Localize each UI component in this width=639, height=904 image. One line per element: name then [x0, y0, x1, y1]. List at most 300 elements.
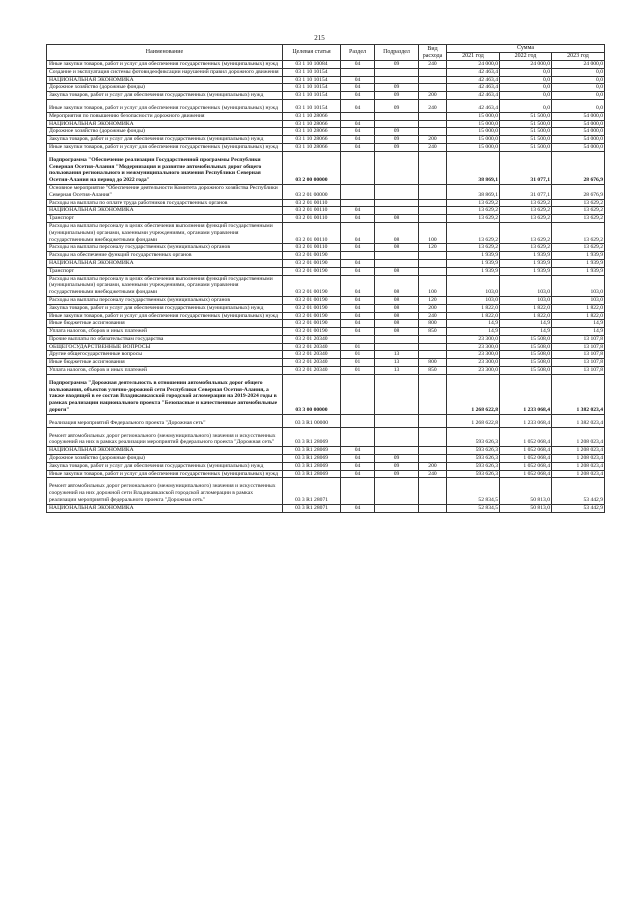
row-section: 04 — [341, 92, 375, 100]
header-2023: 2023 год — [552, 53, 605, 61]
row-2023: 1 939,9 — [552, 267, 605, 275]
table-row — [47, 462, 605, 470]
table-row — [47, 222, 605, 243]
table-row — [47, 343, 605, 351]
table-row — [47, 151, 605, 184]
row-2023: 13 107,8 — [552, 359, 605, 367]
row-subsection — [375, 76, 419, 84]
row-2023: 54 000,0 — [552, 143, 605, 151]
header-name: Наименование — [47, 45, 283, 61]
row-target: 03 1 10 10084 — [283, 61, 341, 69]
table-row — [47, 470, 605, 478]
row-expense-type — [419, 252, 447, 260]
row-name: Реализация мероприятий Федерального проекта "Дорожная сеть" — [47, 414, 283, 427]
row-section: 01 — [341, 367, 375, 375]
row-subsection — [375, 343, 419, 351]
row-expense-type — [419, 184, 447, 199]
row-2021: 52 834,5 — [447, 478, 500, 504]
header-target: Целевая статья — [283, 45, 341, 61]
row-target: 03 2 01 00190 — [283, 320, 341, 328]
row-target: 03 2 01 00190 — [283, 328, 341, 336]
row-expense-type: 120 — [419, 244, 447, 252]
row-2021: 1 268 622,8 — [447, 374, 500, 414]
table-row — [47, 455, 605, 463]
row-2023: 1 382 023,4 — [552, 414, 605, 427]
row-target: 03 3 R1 28069 — [283, 462, 341, 470]
header-2022: 2022 год — [500, 53, 552, 61]
row-2023: 13 107,8 — [552, 343, 605, 351]
row-2023: 103,0 — [552, 275, 605, 296]
row-target: 03 1 10 10154 — [283, 76, 341, 84]
row-section — [341, 414, 375, 427]
row-section: 04 — [341, 462, 375, 470]
row-subsection: 08 — [375, 296, 419, 304]
row-expense-type — [419, 447, 447, 455]
row-expense-type — [419, 84, 447, 92]
row-2022: 13 629,2 — [500, 199, 552, 207]
row-name: Уплата налогов, сборов и иных платежей — [47, 328, 283, 336]
header-2021: 2021 год — [447, 53, 500, 61]
row-target: 03 1 10 28066 — [283, 143, 341, 151]
row-expense-type: 200 — [419, 136, 447, 144]
row-subsection — [375, 447, 419, 455]
row-2023: 14,9 — [552, 328, 605, 336]
row-2021: 42 463,4 — [447, 92, 500, 100]
table-row — [47, 252, 605, 260]
row-name: НАЦИОНАЛЬНАЯ ЭКОНОМИКА — [47, 504, 283, 512]
row-2022: 13 629,2 — [500, 222, 552, 243]
row-2023: 1 822,0 — [552, 312, 605, 320]
row-2021: 1 822,0 — [447, 312, 500, 320]
row-target: 03 2 01 00110 — [283, 222, 341, 243]
row-2023: 1 382 023,4 — [552, 374, 605, 414]
row-name: Расходы на выплаты персоналу государственных (муниципальных) органов — [47, 244, 283, 252]
row-section: 04 — [341, 143, 375, 151]
table-row — [47, 112, 605, 120]
row-2023: 1 939,9 — [552, 259, 605, 267]
row-target: 03 3 R1 28071 — [283, 504, 341, 512]
row-2023: 28 676,9 — [552, 184, 605, 199]
header-subsection: Подраздел — [375, 45, 419, 61]
row-2023: 53 442,9 — [552, 504, 605, 512]
row-section: 04 — [341, 136, 375, 144]
row-target: 03 2 01 20340 — [283, 343, 341, 351]
row-target: 03 3 R1 00000 — [283, 414, 341, 427]
row-expense-type: 240 — [419, 99, 447, 112]
row-target: 03 2 01 00110 — [283, 199, 341, 207]
row-expense-type — [419, 199, 447, 207]
row-target: 03 1 10 28066 — [283, 120, 341, 128]
row-name: Расходы на выплаты по оплате труда работников государственных органов — [47, 199, 283, 207]
row-subsection: 08 — [375, 304, 419, 312]
row-target: 03 3 R1 28069 — [283, 427, 341, 447]
row-section — [341, 68, 375, 76]
table-row — [47, 367, 605, 375]
row-2021: 15 000,0 — [447, 112, 500, 120]
row-subsection: 08 — [375, 312, 419, 320]
row-subsection — [375, 252, 419, 260]
table-row — [47, 335, 605, 343]
row-subsection — [375, 151, 419, 184]
row-2021: 23 300,0 — [447, 367, 500, 375]
row-2023: 1 208 023,4 — [552, 427, 605, 447]
row-2023: 54 000,0 — [552, 112, 605, 120]
row-2021: 23 300,0 — [447, 351, 500, 359]
row-2021: 15 000,0 — [447, 128, 500, 136]
row-section: 04 — [341, 99, 375, 112]
row-name: Закупка товаров, работ и услуг для обеспечения государственных (муниципальных) нужд — [47, 304, 283, 312]
row-name: Дорожное хозяйство (дорожные фонды) — [47, 128, 283, 136]
row-2021: 103,0 — [447, 275, 500, 296]
row-section: 04 — [341, 61, 375, 69]
row-section: 04 — [341, 470, 375, 478]
row-2023: 1 939,9 — [552, 252, 605, 260]
table-row — [47, 136, 605, 144]
row-subsection — [375, 199, 419, 207]
row-target: 03 2 01 20340 — [283, 335, 341, 343]
row-expense-type: 240 — [419, 143, 447, 151]
row-expense-type — [419, 112, 447, 120]
row-2023: 0,0 — [552, 76, 605, 84]
row-section: 04 — [341, 222, 375, 243]
row-name: НАЦИОНАЛЬНАЯ ЭКОНОМИКА — [47, 207, 283, 215]
table-row — [47, 504, 605, 512]
row-2021: 593 626,3 — [447, 470, 500, 478]
row-expense-type — [419, 335, 447, 343]
row-2021: 593 626,3 — [447, 447, 500, 455]
row-2021: 1 822,0 — [447, 304, 500, 312]
row-2022: 1 052 068,4 — [500, 455, 552, 463]
row-section — [341, 112, 375, 120]
row-target: 03 3 R1 28069 — [283, 447, 341, 455]
row-expense-type — [419, 504, 447, 512]
row-2022: 14,9 — [500, 328, 552, 336]
row-target: 03 3 00 00000 — [283, 374, 341, 414]
row-2022: 103,0 — [500, 275, 552, 296]
row-expense-type — [419, 374, 447, 414]
row-subsection: 09 — [375, 136, 419, 144]
row-subsection — [375, 335, 419, 343]
row-subsection: 09 — [375, 455, 419, 463]
row-expense-type: 120 — [419, 296, 447, 304]
row-expense-type: 850 — [419, 328, 447, 336]
row-subsection: 08 — [375, 215, 419, 223]
table-row — [47, 414, 605, 427]
row-2022: 15 508,0 — [500, 367, 552, 375]
table-row — [47, 478, 605, 504]
row-2021: 15 000,0 — [447, 120, 500, 128]
row-expense-type: 200 — [419, 304, 447, 312]
row-2023: 0,0 — [552, 99, 605, 112]
row-subsection: 08 — [375, 222, 419, 243]
row-section — [341, 199, 375, 207]
row-target: 03 2 01 00190 — [283, 259, 341, 267]
table-row — [47, 359, 605, 367]
row-section: 01 — [341, 359, 375, 367]
row-expense-type — [419, 128, 447, 136]
header-sum: Сумма — [447, 45, 605, 53]
row-expense-type: 200 — [419, 462, 447, 470]
row-section: 04 — [341, 207, 375, 215]
row-2022: 51 500,0 — [500, 128, 552, 136]
row-name: Создание и эксплуатация системы фотовидеофиксации нарушений правил дорожного движения — [47, 68, 283, 76]
row-target: 03 2 01 20340 — [283, 359, 341, 367]
row-expense-type — [419, 414, 447, 427]
row-expense-type — [419, 267, 447, 275]
row-2022: 51 500,0 — [500, 112, 552, 120]
row-target: 03 2 01 00190 — [283, 267, 341, 275]
row-2022: 50 813,0 — [500, 478, 552, 504]
row-target: 03 2 01 00000 — [283, 184, 341, 199]
row-name: Иные закупки товаров, работ и услуг для обеспечения государственных (муниципальных) нужд — [47, 99, 283, 112]
row-section — [341, 151, 375, 184]
row-2022: 1 233 068,4 — [500, 414, 552, 427]
row-2021: 593 626,3 — [447, 455, 500, 463]
row-name: Иные закупки товаров, работ и услуг для обеспечения государственных (муниципальных) нужд — [47, 143, 283, 151]
row-2021: 42 463,4 — [447, 99, 500, 112]
row-section: 04 — [341, 328, 375, 336]
table-row — [47, 199, 605, 207]
row-expense-type: 800 — [419, 320, 447, 328]
row-subsection: 09 — [375, 61, 419, 69]
row-2022: 51 500,0 — [500, 120, 552, 128]
row-target: 03 1 10 10154 — [283, 84, 341, 92]
row-subsection: 09 — [375, 92, 419, 100]
row-expense-type: 850 — [419, 367, 447, 375]
row-subsection: 09 — [375, 462, 419, 470]
row-2023: 13 629,2 — [552, 207, 605, 215]
row-subsection: 08 — [375, 267, 419, 275]
row-2022: 15 508,0 — [500, 335, 552, 343]
row-subsection: 13 — [375, 359, 419, 367]
row-expense-type — [419, 76, 447, 84]
row-2023: 54 000,0 — [552, 136, 605, 144]
row-2022: 31 077,1 — [500, 151, 552, 184]
budget-table — [46, 44, 605, 513]
row-2021: 42 463,4 — [447, 84, 500, 92]
row-2022: 51 500,0 — [500, 143, 552, 151]
row-2021: 14,9 — [447, 320, 500, 328]
row-2023: 24 000,0 — [552, 61, 605, 69]
row-2022: 50 813,0 — [500, 504, 552, 512]
row-subsection — [375, 112, 419, 120]
row-name: Расходы на выплаты персоналу государственных (муниципальных) органов — [47, 296, 283, 304]
table-body — [47, 61, 605, 513]
row-subsection: 09 — [375, 470, 419, 478]
row-2021: 593 626,3 — [447, 427, 500, 447]
row-2023: 1 208 023,4 — [552, 470, 605, 478]
row-2021: 13 629,2 — [447, 207, 500, 215]
row-2023: 54 000,0 — [552, 128, 605, 136]
row-2023: 13 629,2 — [552, 215, 605, 223]
row-2021: 42 463,4 — [447, 68, 500, 76]
row-subsection: 08 — [375, 244, 419, 252]
row-2022: 13 629,2 — [500, 244, 552, 252]
row-section: 04 — [341, 455, 375, 463]
table-row — [47, 184, 605, 199]
row-2022: 51 500,0 — [500, 136, 552, 144]
row-name: Ремонт автомобильных дорог регионального (межмуниципального) значения и искусственных сооружений на них дорожной сети Владикавказской городской агломерации в рамках реализации мероприятий федерального проекта "Дорожная сеть" — [47, 478, 283, 504]
row-2022: 0,0 — [500, 68, 552, 76]
table-row — [47, 128, 605, 136]
row-section: 04 — [341, 120, 375, 128]
row-expense-type: 240 — [419, 312, 447, 320]
row-expense-type: 100 — [419, 222, 447, 243]
table-row — [47, 215, 605, 223]
row-2022: 0,0 — [500, 92, 552, 100]
table-row — [47, 374, 605, 414]
row-expense-type: 240 — [419, 470, 447, 478]
row-name: Иные закупки товаров, работ и услуг для обеспечения государственных (муниципальных) нужд — [47, 312, 283, 320]
row-expense-type — [419, 427, 447, 447]
row-name: Основное мероприятие "Обеспечение деятельности Комитета дорожного хозяйства Республики Северная Осетия-Алания" — [47, 184, 283, 199]
row-name: Транспорт — [47, 215, 283, 223]
row-2021: 38 869,1 — [447, 184, 500, 199]
row-target: 03 1 10 28066 — [283, 136, 341, 144]
row-2021: 38 869,1 — [447, 151, 500, 184]
row-target: 03 1 10 10154 — [283, 92, 341, 100]
row-2021: 1 939,9 — [447, 259, 500, 267]
row-2022: 15 508,0 — [500, 351, 552, 359]
row-2022: 31 077,1 — [500, 184, 552, 199]
row-2022: 1 052 068,4 — [500, 470, 552, 478]
row-expense-type — [419, 120, 447, 128]
row-expense-type — [419, 151, 447, 184]
row-section: 04 — [341, 447, 375, 455]
row-name: Закупка товаров, работ и услуг для обеспечения государственных (муниципальных) нужд — [47, 462, 283, 470]
row-expense-type — [419, 207, 447, 215]
row-section: 04 — [341, 244, 375, 252]
row-name: Транспорт — [47, 267, 283, 275]
row-subsection — [375, 414, 419, 427]
row-name: Закупка товаров, работ и услуг для обеспечения государственных (муниципальных) нужд — [47, 136, 283, 144]
row-2021: 23 300,0 — [447, 359, 500, 367]
row-section: 04 — [341, 304, 375, 312]
table-row — [47, 296, 605, 304]
row-expense-type: 800 — [419, 359, 447, 367]
row-2021: 15 000,0 — [447, 136, 500, 144]
row-2021: 23 300,0 — [447, 335, 500, 343]
row-2023: 1 208 023,4 — [552, 447, 605, 455]
table-row — [47, 76, 605, 84]
row-2023: 28 676,9 — [552, 151, 605, 184]
row-expense-type: 200 — [419, 92, 447, 100]
row-section: 01 — [341, 343, 375, 351]
row-section — [341, 427, 375, 447]
row-subsection — [375, 184, 419, 199]
row-2022: 0,0 — [500, 99, 552, 112]
row-section: 04 — [341, 275, 375, 296]
row-subsection — [375, 504, 419, 512]
table-row — [47, 320, 605, 328]
row-section: 04 — [341, 76, 375, 84]
row-2021: 14,9 — [447, 328, 500, 336]
row-section: 04 — [341, 267, 375, 275]
row-subsection: 08 — [375, 320, 419, 328]
row-target: 03 2 01 00110 — [283, 244, 341, 252]
row-expense-type — [419, 455, 447, 463]
row-2022: 0,0 — [500, 84, 552, 92]
row-2022: 0,0 — [500, 76, 552, 84]
row-name: Расходы на выплаты персоналу в целях обеспечения выполнения функций государственными (муниципальными) органами, казенными учреждениями, органами управления государственными внебюджетными фондами — [47, 222, 283, 243]
row-2023: 1 208 023,4 — [552, 455, 605, 463]
row-name: Другие общегосударственные вопросы — [47, 351, 283, 359]
row-subsection — [375, 120, 419, 128]
row-2023: 13 629,2 — [552, 244, 605, 252]
row-2022: 1 939,9 — [500, 267, 552, 275]
row-target: 03 3 R1 28071 — [283, 478, 341, 504]
row-2021: 15 000,0 — [447, 143, 500, 151]
table-row — [47, 304, 605, 312]
table-row — [47, 120, 605, 128]
row-2022: 1 052 068,4 — [500, 447, 552, 455]
row-target: 03 1 10 28066 — [283, 112, 341, 120]
row-2023: 13 107,8 — [552, 351, 605, 359]
row-name: Иные закупки товаров, работ и услуг для обеспечения государственных (муниципальных) нужд — [47, 61, 283, 69]
row-section: 04 — [341, 259, 375, 267]
table-row — [47, 92, 605, 100]
row-section: 04 — [341, 296, 375, 304]
row-name: Дорожное хозяйство (дорожные фонды) — [47, 455, 283, 463]
row-2022: 1 822,0 — [500, 304, 552, 312]
row-2023: 0,0 — [552, 84, 605, 92]
row-name: Прочие выплаты по обязательствам государства — [47, 335, 283, 343]
row-section: 04 — [341, 320, 375, 328]
row-expense-type — [419, 478, 447, 504]
row-subsection — [375, 259, 419, 267]
row-name: Иные бюджетные ассигнования — [47, 320, 283, 328]
table-row — [47, 267, 605, 275]
row-subsection: 09 — [375, 128, 419, 136]
table-row — [47, 312, 605, 320]
row-target: 03 2 01 00190 — [283, 252, 341, 260]
row-section: 04 — [341, 84, 375, 92]
row-target: 03 2 01 20340 — [283, 367, 341, 375]
row-subsection: 13 — [375, 367, 419, 375]
row-2022: 13 629,2 — [500, 215, 552, 223]
row-2021: 13 629,2 — [447, 244, 500, 252]
row-target: 03 2 01 00110 — [283, 215, 341, 223]
row-target: 03 2 01 00190 — [283, 275, 341, 296]
row-2021: 13 629,2 — [447, 199, 500, 207]
row-name: Мероприятия по повышению безопасности дорожного движения — [47, 112, 283, 120]
table-row — [47, 143, 605, 151]
row-section: 04 — [341, 312, 375, 320]
row-name: Иные закупки товаров, работ и услуг для обеспечения государственных (муниципальных) нужд — [47, 470, 283, 478]
row-expense-type — [419, 343, 447, 351]
row-target: 03 2 01 00190 — [283, 304, 341, 312]
row-name: НАЦИОНАЛЬНАЯ ЭКОНОМИКА — [47, 120, 283, 128]
row-2023: 13 107,8 — [552, 367, 605, 375]
row-2023: 54 000,0 — [552, 120, 605, 128]
row-subsection — [375, 207, 419, 215]
row-section: 04 — [341, 128, 375, 136]
row-2022: 103,0 — [500, 296, 552, 304]
row-subsection: 09 — [375, 99, 419, 112]
row-2022: 1 939,9 — [500, 259, 552, 267]
row-expense-type: 100 — [419, 275, 447, 296]
row-target: 03 1 10 10154 — [283, 99, 341, 112]
row-2021: 13 629,2 — [447, 222, 500, 243]
row-expense-type — [419, 68, 447, 76]
row-2021: 13 629,2 — [447, 215, 500, 223]
row-2023: 0,0 — [552, 92, 605, 100]
table-row — [47, 259, 605, 267]
row-name: Закупка товаров, работ и услуг для обеспечения государственных (муниципальных) нужд — [47, 92, 283, 100]
row-2023: 103,0 — [552, 296, 605, 304]
row-section — [341, 478, 375, 504]
row-2021: 1 939,9 — [447, 267, 500, 275]
